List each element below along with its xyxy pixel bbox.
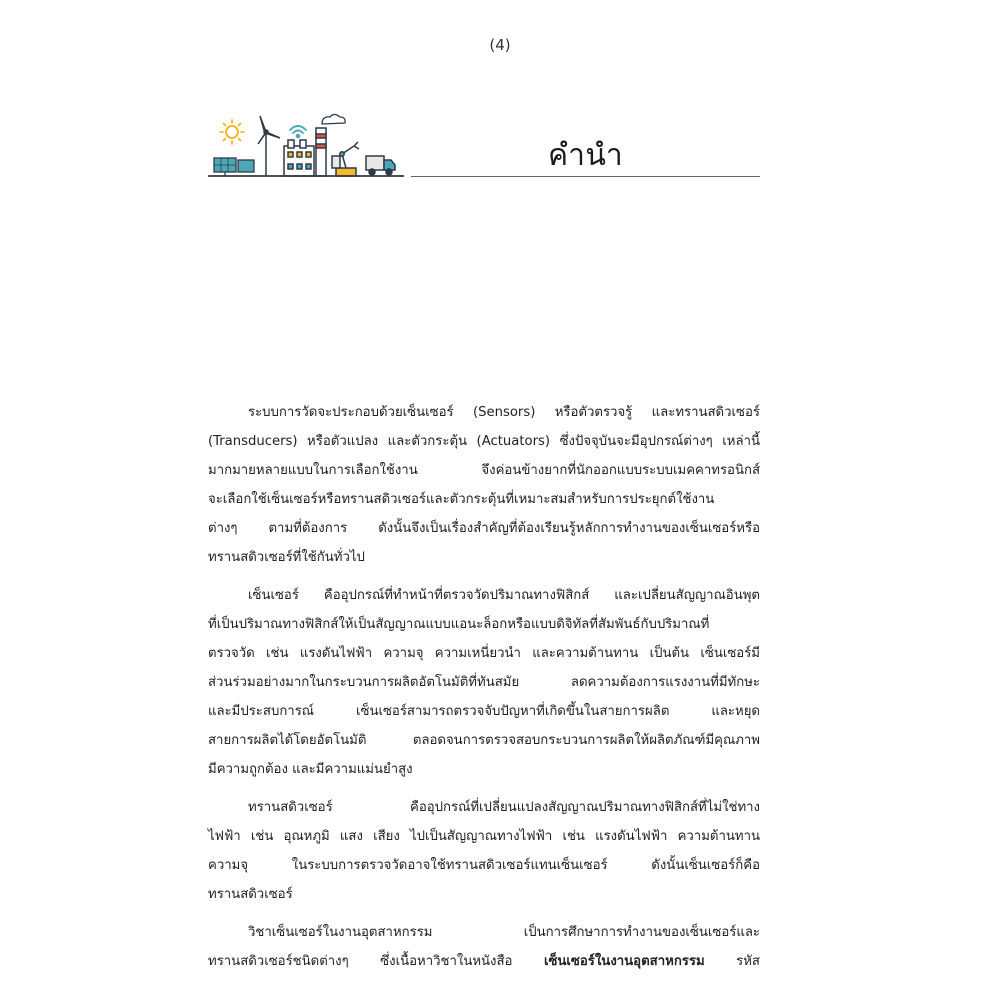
text-line: เซ็นเซอร์ คืออุปกรณ์ที่ทำหน้าที่ตรวจวัดปริมาณทางฟิสิกส์ และเปลี่ยนสัญญาณอินพุต: [248, 588, 760, 603]
paragraph-2: [208, 581, 760, 784]
text-line: (Transducers) หรือตัวแปลง และตัวกระตุ้น (Actuators) ซึ่งปัจจุบันจะมีอุปกรณ์ต่างๆ เหล่านี้: [208, 434, 760, 449]
text-line: ตรวจวัด เช่น แรงดันไฟฟ้า ความจุ ความเหนี่ยวนำ และความต้านทาน เป็นต้น เซ็นเซอร์มี: [208, 646, 760, 661]
truck-icon: [366, 156, 395, 175]
chapter-header: [208, 110, 760, 185]
text-line: ทรานสดิวเซอร์ที่ใช้กันทั่วไป: [208, 550, 365, 565]
cloud-icon: [322, 115, 345, 125]
paragraph-4: [208, 918, 760, 976]
sun-icon: [220, 120, 244, 144]
page-number: (4): [489, 36, 511, 54]
text-line: ส่วนร่วมอย่างมากในกระบวนการผลิตอัตโนมัติที่ทันสมัย ลดความต้องการแรงงานที่มีทักษะ: [208, 675, 760, 690]
text-run: รหัส: [704, 954, 760, 969]
text-line: สายการผลิตได้โดยอัตโนมัติ ตลอดจนการตรวจสอบกระบวนการผลิตให้ผลิตภัณฑ์มีคุณภาพ: [208, 733, 760, 748]
text-line: และมีประสบการณ์ เซ็นเซอร์สามารถตรวจจับปัญหาที่เกิดขึ้นในสายการผลิต และหยุด: [208, 704, 760, 719]
text-line: มากมายหลายแบบในการเลือกใช้งาน จึงค่อนข้างยากที่นักออกแบบระบบเมคคาทรอนิกส์: [208, 463, 760, 478]
wind-turbine-icon: [258, 116, 280, 176]
robot-arm-icon: [332, 142, 359, 176]
factory-icon: [284, 128, 326, 176]
text-line-mixed: [208, 947, 760, 976]
text-line: มีความถูกต้อง และมีความแม่นยำสูง: [208, 762, 413, 777]
text-line: ความจุ ในระบบการตรวจวัดอาจใช้ทรานสดิวเซอร์แทนเซ็นเซอร์ ดังนั้นเซ็นเซอร์ก็คือ: [208, 858, 760, 873]
paragraph-3: [208, 793, 760, 909]
book-title: เซ็นเซอร์ในงานอุตสาหกรรม: [543, 954, 705, 969]
page-title: คำนำ: [548, 138, 624, 173]
text-line: ระบบการวัดจะประกอบด้วยเซ็นเซอร์ (Sensors) หรือตัวตรวจรู้ และทรานสดิวเซอร์: [248, 405, 760, 420]
industry-illustration: [208, 110, 408, 182]
text-run: ทรานสดิวเซอร์ชนิดต่างๆ ซึ่งเนื้อหาวิชาในหนังสือ: [208, 954, 544, 969]
solar-panel-icon: [214, 158, 236, 176]
paragraph-1: [208, 398, 760, 572]
text-line: ต่างๆ ตามที่ต้องการ ดังนั้นจึงเป็นเรื่องสำคัญที่ต้องเรียนรู้หลักการทำงานของเซ็นเซอร์หรือ: [208, 521, 760, 536]
text-line: วิชาเซ็นเซอร์ในงานอุตสาหกรรม เป็นการศึกษาการทำงานของเซ็นเซอร์และ: [248, 925, 760, 940]
text-line: ไฟฟ้า เช่น อุณหภูมิ แสง เสียง ไปเป็นสัญญาณทางไฟฟ้า เช่น แรงดันไฟฟ้า ความต้านทาน: [208, 829, 760, 844]
wifi-icon: [290, 126, 306, 137]
text-line: จะเลือกใช้เซ็นเซอร์หรือทรานสดิวเซอร์และตัวกระตุ้นที่เหมาะสมสำหรับการประยุกต์ใช้งาน: [208, 492, 715, 507]
text-line: ทรานสดิวเซอร์ คืออุปกรณ์ที่เปลี่ยนแปลงสัญญาณปริมาณทางฟิสิกส์ที่ไม่ใช่ทาง: [248, 800, 760, 815]
text-line: ที่เป็นปริมาณทางฟิสิกส์ให้เป็นสัญญาณแบบแอนะล็อกหรือแบบดิจิทัลที่สัมพันธ์กับปริมาณที่: [208, 617, 710, 632]
text-line: ทรานสดิวเซอร์: [208, 887, 293, 902]
body-text: [208, 398, 760, 985]
